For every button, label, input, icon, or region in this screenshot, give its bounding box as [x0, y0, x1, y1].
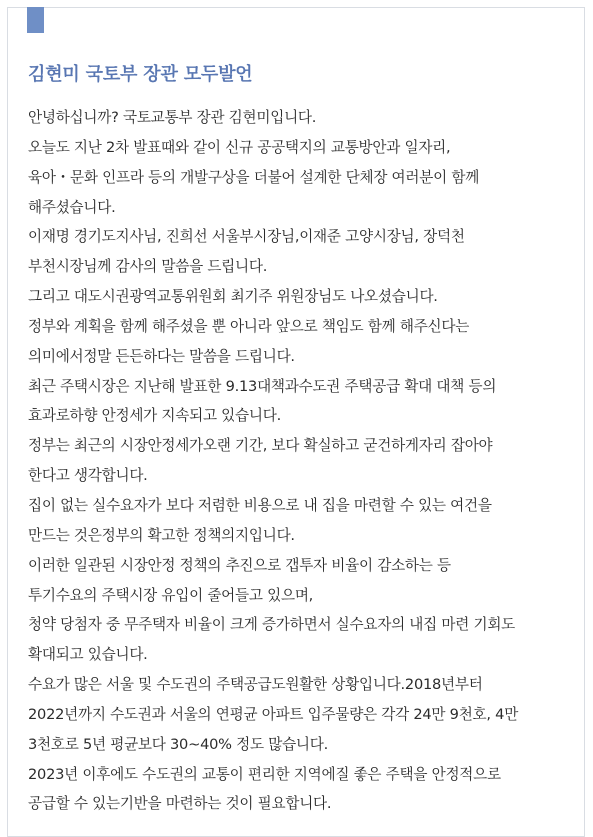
body-line: 해주셨습니다.	[28, 198, 116, 216]
body-line: 집이 없는 실수요자가 보다 저렴한 비용으로 내 집을 마련할 수 있는 여건을	[28, 496, 492, 514]
article-title: 김현미 국토부 장관 모두발언	[28, 64, 253, 85]
body-line: 청약 당첨자 중 무주택자 비율이 크게 증가하면서 실수요자의 내집 마련 기회도	[28, 616, 516, 634]
article-card	[7, 7, 585, 837]
article-body	[28, 103, 580, 819]
body-line: 이재명 경기도지사님, 진희선 서울부시장님,이재준 고양시장님, 장덕천	[28, 228, 465, 246]
body-line: 정부와 계획을 함께 해주셨을 뿐 아니라 앞으로 책임도 함께 해주신다는	[28, 317, 470, 335]
body-line: 만드는 것은정부의 확고한 정책의지입니다.	[28, 526, 295, 544]
body-line: 투기수요의 주택시장 유입이 줄어들고 있으며,	[28, 586, 314, 604]
body-line: 2022년까지 수도권과 서울의 연평균 아파트 입주물량은 각각 24만 9천호, 4만	[28, 705, 519, 723]
body-line: 안녕하십니까? 국토교통부 장관 김현미입니다.	[28, 109, 317, 126]
body-line: 공급할 수 있는기반을 마련하는 것이 필요합니다.	[28, 795, 332, 813]
body-line: 그리고 대도시권광역교통위원회 최기주 위원장님도 나오셨습니다.	[28, 288, 438, 306]
body-line: 육아・문화 인프라 등의 개발구상을 더불어 설계한 단체장 여러분이 함께	[28, 168, 480, 186]
body-line: 3천호로 5년 평균보다 30~40% 정도 많습니다.	[28, 735, 329, 753]
body-line: 한다고 생각합니다.	[28, 467, 148, 485]
body-line: 수요가 많은 서울 및 수도권의 주택공급도원활한 상황입니다.2018년부터	[28, 676, 483, 694]
body-line: 최근 주택시장은 지난해 발표한 9.13대책과수도권 주택공급 확대 대책 등의	[28, 377, 497, 395]
body-line: 확대되고 있습니다.	[28, 646, 148, 664]
body-line: 오늘도 지난 2차 발표때와 같이 신규 공공택지의 교통방안과 일자리,	[28, 138, 451, 156]
body-line: 정부는 최근의 시장안정세가오랜 기간, 보다 확실하고 굳건하게자리 잡아야	[28, 437, 493, 455]
body-line: 2023년 이후에도 수도권의 교통이 편리한 지역에질 좋은 주택을 안정적으로	[28, 765, 501, 783]
body-line: 이러한 일관된 시장안정 정책의 추진으로 갭투자 비율이 감소하는 등	[28, 556, 451, 574]
body-line: 부천시장님께 감사의 말씀을 드립니다.	[28, 258, 268, 276]
body-line: 의미에서정말 든든하다는 말씀을 드립니다.	[28, 347, 295, 365]
body-line: 효과로하향 안정세가 지속되고 있습니다.	[28, 407, 281, 425]
title-accent-bar	[27, 7, 44, 33]
